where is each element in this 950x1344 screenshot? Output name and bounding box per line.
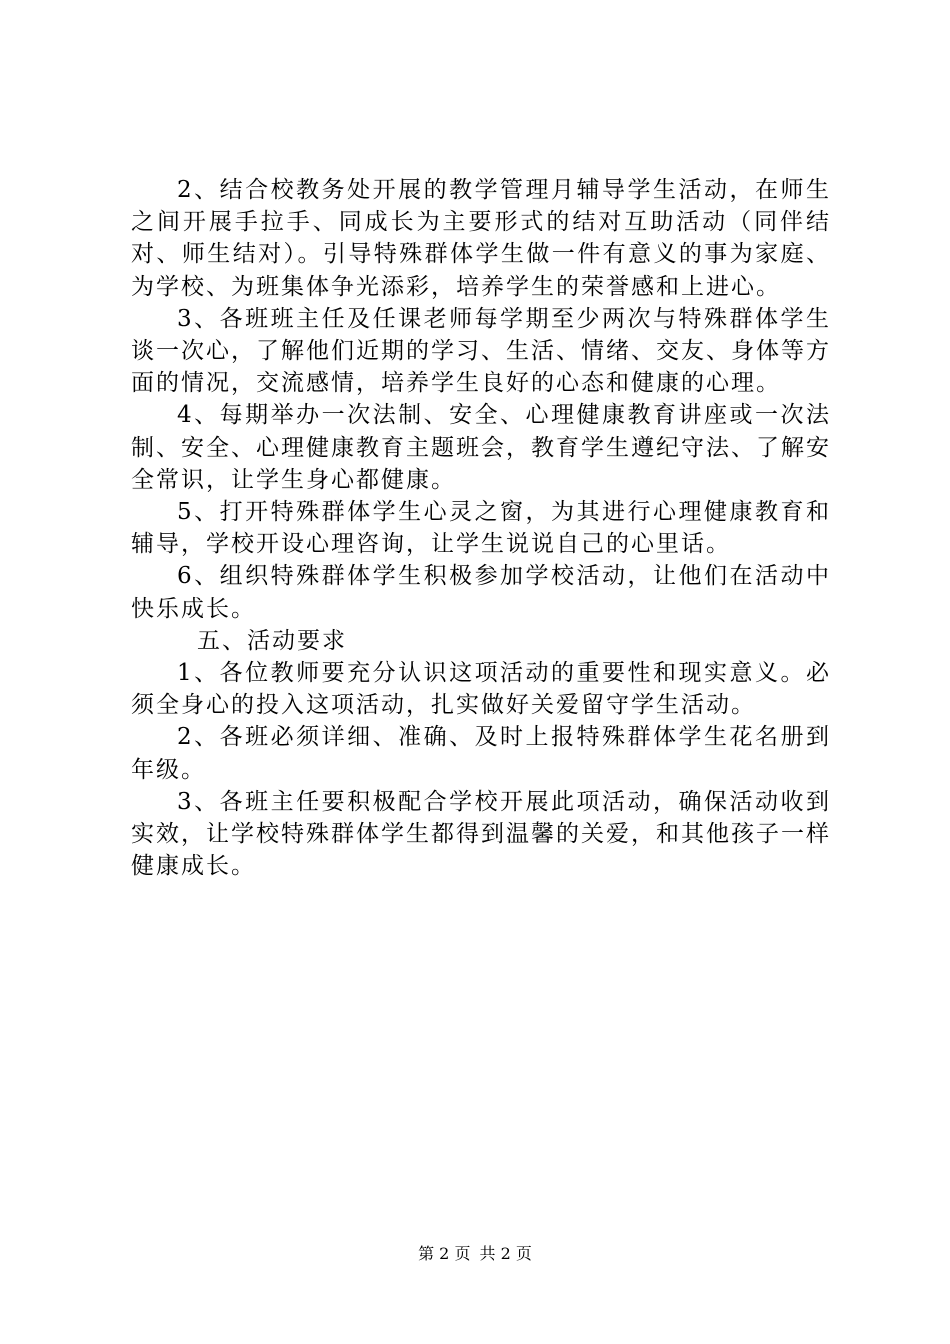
paragraph-item-4: 4、每期举办一次法制、安全、心理健康教育讲座或一次法制、安全、心理健康教育主题班会，教育学生遵纪守法、了解安全常识，让学生身心都健康。 bbox=[131, 402, 831, 493]
paragraph-item-2: 2、结合校教务处开展的教学管理月辅导学生活动，在师生之间开展手拉手、同成长为主要形式的结对互助活动（同伴结对、师生结对）。引导特殊群体学生做一件有意义的事为家庭、为学校、为班集体争光添彩，培养学生的荣誉感和上进心。 bbox=[131, 177, 831, 300]
paragraph-item-5: 5、打开特殊群体学生心灵之窗，为其进行心理健康教育和辅导，学校开设心理咨询，让学生说说自己的心里话。 bbox=[131, 499, 831, 558]
requirement-item-1: 1、各位教师要充分认识这项活动的重要性和现实意义。必须全身心的投入这项活动，扎实做好关爱留守学生活动。 bbox=[131, 660, 831, 719]
page-total: 共 2 页 bbox=[479, 1244, 532, 1263]
page-number: 第 2 页 bbox=[418, 1244, 471, 1263]
paragraph-item-3: 3、各班班主任及任课老师每学期至少两次与特殊群体学生谈一次心，了解他们近期的学习、生活、情绪、交友、身体等方面的情况，交流感情，培养学生良好的心态和健康的心理。 bbox=[131, 305, 831, 397]
document-body bbox=[131, 174, 831, 882]
requirement-item-3: 3、各班主任要积极配合学校开展此项活动，确保活动收到实效，让学校特殊群体学生都得到温馨的关爱，和其他孩子一样健康成长。 bbox=[131, 788, 831, 880]
section-heading: 五、活动要求 bbox=[197, 627, 347, 654]
paragraph-item-6: 6、组织特殊群体学生积极参加学校活动，让他们在活动中快乐成长。 bbox=[131, 563, 831, 622]
requirement-item-2: 2、各班必须详细、准确、及时上报特殊群体学生花名册到年级。 bbox=[131, 724, 831, 783]
page-footer bbox=[0, 1244, 950, 1264]
